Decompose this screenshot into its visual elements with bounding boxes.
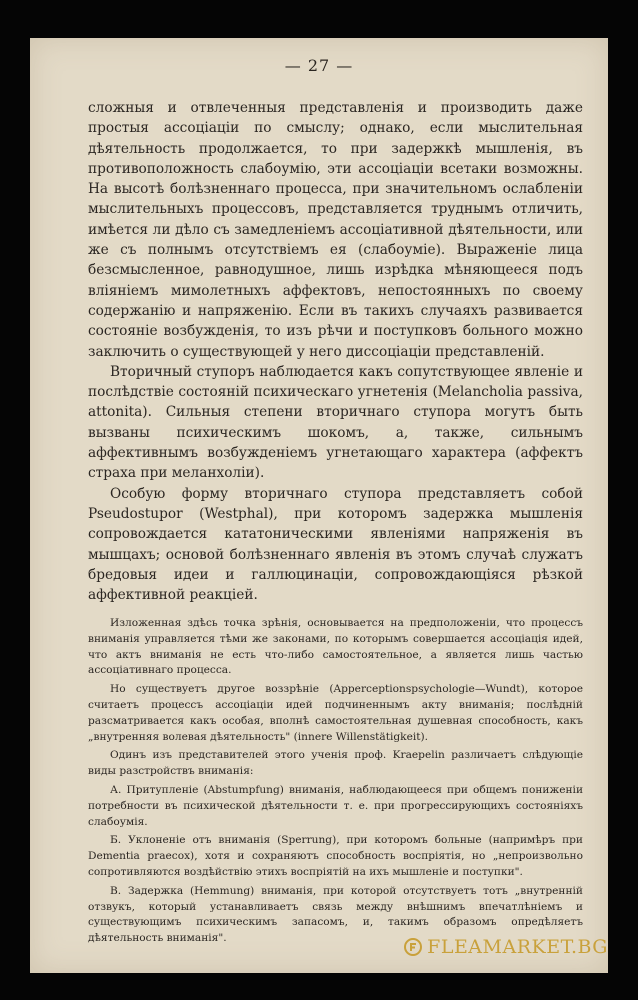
watermark-text: FLEAMARKET.BG bbox=[427, 936, 608, 958]
footnote-paragraph: Одинъ изъ представителей этого ученія проф. Kraepelin различаетъ слѣдующіе виды разстройствъ вниманія: bbox=[88, 749, 583, 778]
main-paragraph: Вторичный ступоръ наблюдается какъ сопутствующее явленіе и послѣдствіе состояній психическаго угнетенія (Melancholia passiva, attonita). Сильныя степени вторичнаго ступора могутъ быть вызваны психическимъ шокомъ, а, также, сильнымъ аффективнымъ возбужденіемъ угнетающаго характера (аффектъ страха при меланхоліи). bbox=[88, 363, 583, 482]
footnote-paragraph: Б. Уклоненіе отъ вниманія (Sperrung), при которомъ больные (напримѣръ при Dementia praecox), хотя и сохраняютъ способность воспріятія, но „непроизвольно сопротивляются воздѣйствію этихъ воспріятій на ихъ мышленіе и поступки". bbox=[88, 834, 583, 878]
main-paragraph: Особую форму вторичнаго ступора представляетъ собой Pseudostupor (Westphal), при которомъ задержка мышленія сопровождается кататоническими явленіями напряженія въ мышцахъ; основой болѣзненнаго явленія въ этомъ случаѣ служатъ бредовыя идеи и галлюцинаціи, сопровождающіяся рѣзкой аффективной реакціей. bbox=[88, 485, 583, 604]
footnote-paragraph: А. Притупленіе (Abstumpfung) вниманія, наблюдающееся при общемъ пониженіи потребности въ психической дѣятельности т. е. при прогрессирующихъ состояніяхъ слабоумія. bbox=[88, 783, 583, 828]
footnote-paragraph: В. Задержка (Hemmung) вниманія, при которой отсутствуетъ тотъ „внутренній отзвукъ, который устанавливаетъ связь между внѣшнимъ впечатлѣніемъ и существующимъ психическимъ запасомъ, и, такимъ образомъ опредѣляетъ дѣятельность вниманія". bbox=[88, 884, 583, 945]
coin-logo-icon bbox=[404, 938, 422, 956]
footnote-text bbox=[88, 616, 583, 950]
book-page bbox=[30, 38, 608, 973]
footnote-paragraph: Изложенная здѣсь точка зрѣнія, основывается на предположеніи, что процессъ вниманія управляется тѣми же законами, по которымъ совершается ассоціація идей, что актъ вниманія не есть что-либо самостоятельное, а является лишь частью ассоціативнаго процесса. bbox=[88, 617, 583, 677]
main-text bbox=[88, 98, 583, 605]
main-paragraph: сложныя и отвлеченныя представленія и производить даже простыя ассоціаціи по смыслу; однако, если мыслительная дѣятельность продолжается, то при задержкѣ мышленія, въ противоположность слабоумію, эти ассоціаціи всетаки возможны. На высотѣ болѣзненнаго процесса, при значительномъ ослабленіи мыслительныхъ процессовъ, представляется труднымъ отличить, имѣется ли дѣло съ замедленіемъ ассоціативной дѣятельности, или же съ полнымъ отсутствіемъ ея (слабоуміе). Выраженіе лица безсмысленное, равнодушное, лишь изрѣдка мѣняющееся подъ вліяніемъ мимолетныхъ аффектовъ, непостоянныхъ по своему содержанію и напряженію. Если въ такихъ случаяхъ развивается состояніе возбужденія, то изъ рѣчи и поступковъ больного можно заключить о существующей у него диссоціаціи представленій. bbox=[88, 100, 583, 360]
page-number: — 27 — bbox=[284, 56, 354, 75]
footnote-paragraph: Но существуетъ другое воззрѣніе (Apperceptionspsychologie—Wundt), которое считаетъ процессъ ассоціаціи идей подчиненнымъ акту вниманія; послѣдній разсматривается какъ особая, вполнѣ самостоятельная душевная способность, какъ „внутренняя волевая дѣятельность" (innere Willenstätigkeit). bbox=[88, 683, 583, 743]
watermark bbox=[368, 932, 608, 962]
